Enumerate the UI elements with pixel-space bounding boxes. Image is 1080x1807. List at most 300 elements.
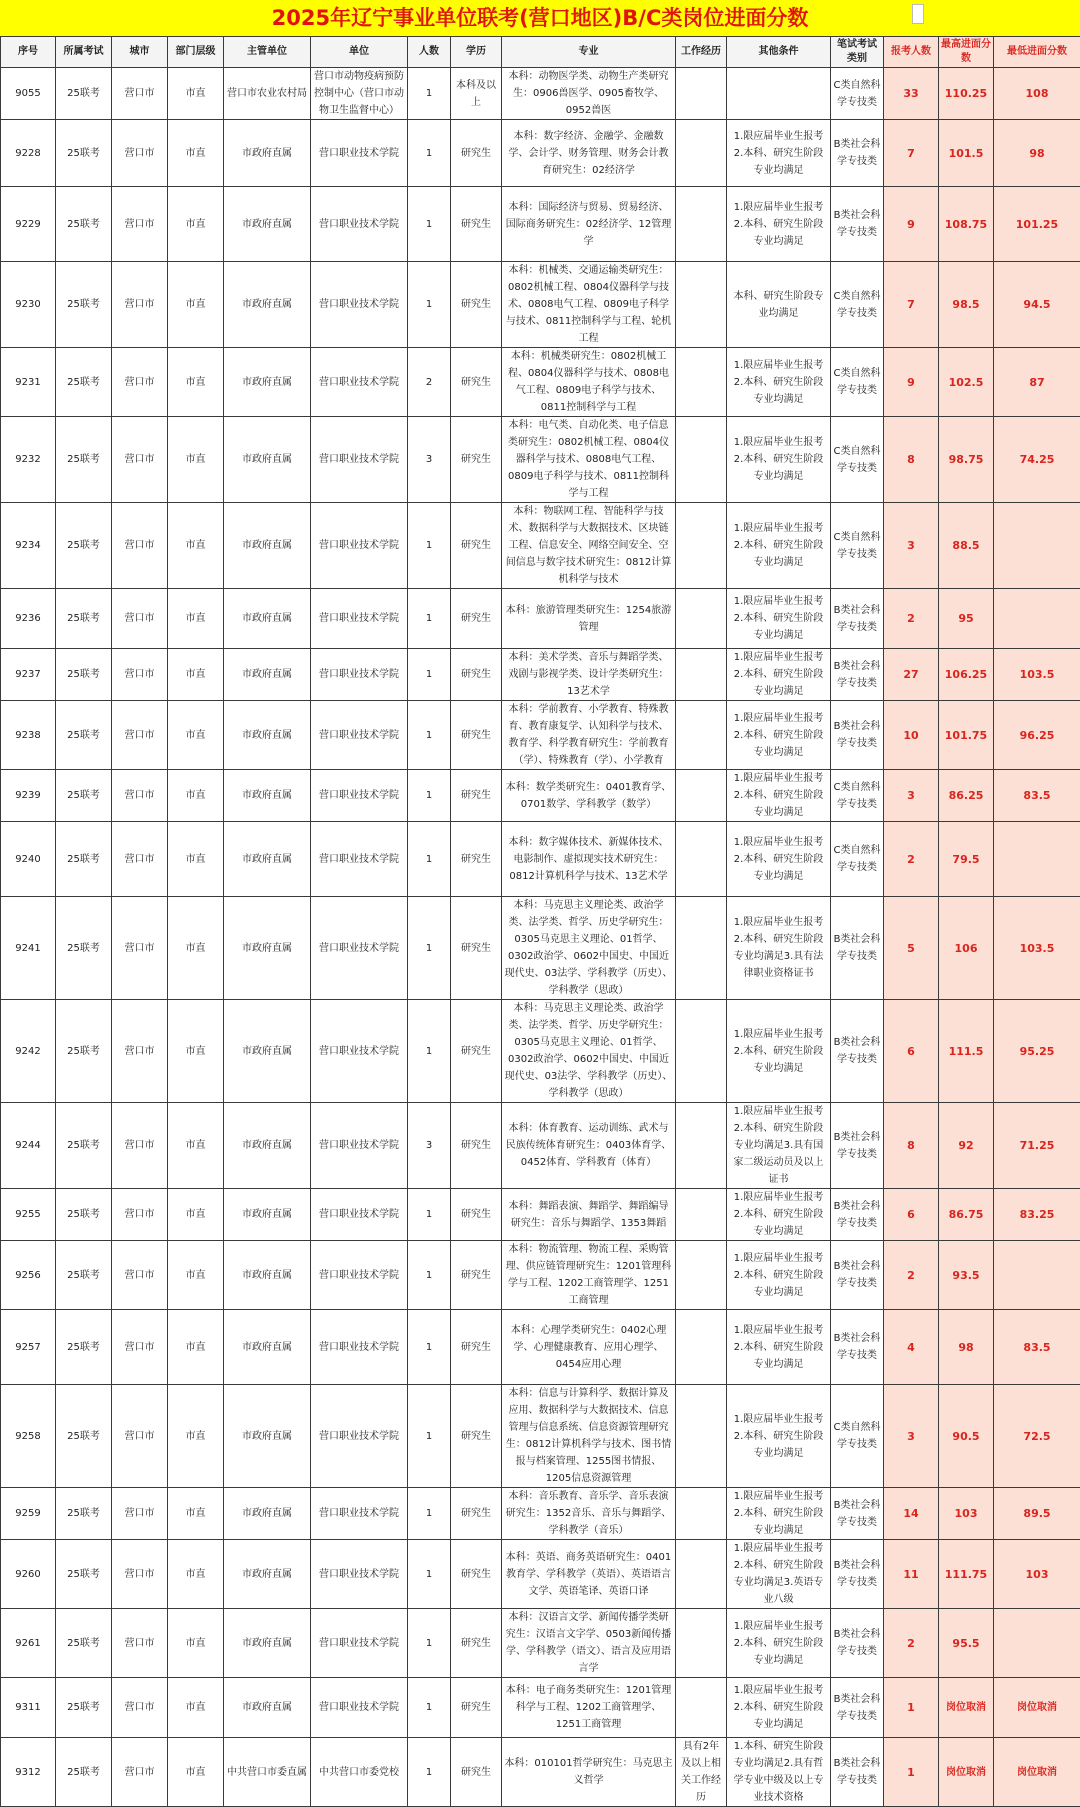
cell-cond: 1.限应届毕业生报考2.本科、研究生阶段专业均满足 xyxy=(727,770,831,822)
cell-category: C类自然科学专技类 xyxy=(831,503,884,589)
cell-unit: 营口市动物疫病预防控制中心（营口市动物卫生监督中心） xyxy=(311,68,408,120)
cell-min: 87 xyxy=(994,348,1080,417)
cell-level: 市直 xyxy=(168,649,224,701)
cell-max: 102.5 xyxy=(939,348,994,417)
header-edu: 学历 xyxy=(451,37,502,68)
cell-cond: 1.限应届毕业生报考2.本科、研究生阶段专业均满足 xyxy=(727,120,831,187)
cell-cond: 1.限应届毕业生报考2.本科、研究生阶段专业均满足 xyxy=(727,822,831,897)
cell-cond: 1.限应届毕业生报考2.本科、研究生阶段专业均满足3.具有国家二级运动员及以上证书 xyxy=(727,1103,831,1189)
cell-count: 1 xyxy=(408,1678,451,1738)
cell-seq: 9256 xyxy=(1,1241,56,1310)
cell-cond: 1.限应届毕业生报考2.本科、研究生阶段专业均满足 xyxy=(727,1000,831,1103)
cell-major: 本科：音乐教育、音乐学、音乐表演研究生：1352音乐、音乐与舞蹈学、学科教学（音乐） xyxy=(502,1488,676,1540)
cell-count: 1 xyxy=(408,1488,451,1540)
cell-unit: 营口职业技术学院 xyxy=(311,1385,408,1488)
cell-edu: 研究生 xyxy=(451,897,502,1000)
cell-applicants: 3 xyxy=(884,770,939,822)
cell-category: C类自然科学专技类 xyxy=(831,348,884,417)
cell-exam: 25联考 xyxy=(56,822,112,897)
cell-unit: 营口职业技术学院 xyxy=(311,897,408,1000)
header-exp: 工作经历 xyxy=(676,37,727,68)
cell-supervisor: 市政府直属 xyxy=(224,348,311,417)
cell-city: 营口市 xyxy=(112,770,168,822)
cell-cond: 1.限应届毕业生报考2.本科、研究生阶段专业均满足 xyxy=(727,1385,831,1488)
cell-exam: 25联考 xyxy=(56,503,112,589)
cell-city: 营口市 xyxy=(112,1738,168,1807)
cell-count: 2 xyxy=(408,348,451,417)
cell-unit: 营口职业技术学院 xyxy=(311,262,408,348)
cell-min: 103 xyxy=(994,1540,1080,1609)
cell-city: 营口市 xyxy=(112,1000,168,1103)
cell-count: 1 xyxy=(408,1540,451,1609)
cell-applicants: 3 xyxy=(884,1385,939,1488)
table-row xyxy=(1,897,1080,1000)
cell-edu: 研究生 xyxy=(451,1103,502,1189)
cell-seq: 9312 xyxy=(1,1738,56,1807)
cell-cond: 1.限应届毕业生报考2.本科、研究生阶段专业均满足 xyxy=(727,1609,831,1678)
cell-exam: 25联考 xyxy=(56,417,112,503)
cell-major: 本科：舞蹈表演、舞蹈学、舞蹈编导研究生：音乐与舞蹈学、1353舞蹈 xyxy=(502,1189,676,1241)
cell-seq: 9255 xyxy=(1,1189,56,1241)
cell-category: B类社会科学专技类 xyxy=(831,1609,884,1678)
cell-count: 1 xyxy=(408,1189,451,1241)
cell-supervisor: 市政府直属 xyxy=(224,1540,311,1609)
cell-min: 94.5 xyxy=(994,262,1080,348)
cell-exp xyxy=(676,1385,727,1488)
table-row xyxy=(1,417,1080,503)
cell-category: B类社会科学专技类 xyxy=(831,897,884,1000)
cell-count: 1 xyxy=(408,701,451,770)
cell-seq: 9261 xyxy=(1,1609,56,1678)
cell-unit: 营口职业技术学院 xyxy=(311,589,408,649)
cell-exp xyxy=(676,1000,727,1103)
cell-edu: 研究生 xyxy=(451,262,502,348)
cell-edu: 研究生 xyxy=(451,503,502,589)
cell-applicants: 4 xyxy=(884,1310,939,1385)
header-applicants: 报考人数 xyxy=(884,37,939,68)
cell-seq: 9234 xyxy=(1,503,56,589)
cell-city: 营口市 xyxy=(112,701,168,770)
cell-seq: 9229 xyxy=(1,187,56,262)
cell-city: 营口市 xyxy=(112,1609,168,1678)
cell-count: 1 xyxy=(408,649,451,701)
table-row xyxy=(1,1609,1080,1678)
table-row xyxy=(1,649,1080,701)
table-row xyxy=(1,1241,1080,1310)
cell-exam: 25联考 xyxy=(56,1540,112,1609)
score-table xyxy=(0,36,1080,1807)
cell-exp xyxy=(676,68,727,120)
cell-applicants: 9 xyxy=(884,348,939,417)
cell-exam: 25联考 xyxy=(56,68,112,120)
cell-cond: 1.限应届毕业生报考2.本科、研究生阶段专业均满足 xyxy=(727,589,831,649)
cell-seq: 9244 xyxy=(1,1103,56,1189)
cell-exam: 25联考 xyxy=(56,1488,112,1540)
cell-max: 106.25 xyxy=(939,649,994,701)
cell-exp xyxy=(676,1310,727,1385)
cell-count: 1 xyxy=(408,1000,451,1103)
cell-exp xyxy=(676,897,727,1000)
cell-exam: 25联考 xyxy=(56,1609,112,1678)
cell-supervisor: 市政府直属 xyxy=(224,417,311,503)
cell-min: 98 xyxy=(994,120,1080,187)
cell-level: 市直 xyxy=(168,68,224,120)
cell-unit: 营口职业技术学院 xyxy=(311,187,408,262)
cell-exp xyxy=(676,1540,727,1609)
cell-level: 市直 xyxy=(168,1738,224,1807)
cell-major: 本科：机械类研究生：0802机械工程、0804仪器科学与技术、0808电气工程、0809电子科学与技术、0811控制科学与工程 xyxy=(502,348,676,417)
table-row xyxy=(1,187,1080,262)
cell-category: B类社会科学专技类 xyxy=(831,589,884,649)
cell-min: 岗位取消 xyxy=(994,1678,1080,1738)
cell-min: 95.25 xyxy=(994,1000,1080,1103)
cell-major: 本科：数字经济、金融学、金融数学、会计学、财务管理、财务会计教育研究生：02经济学 xyxy=(502,120,676,187)
cell-category: C类自然科学专技类 xyxy=(831,262,884,348)
cell-exam: 25联考 xyxy=(56,589,112,649)
cell-cond: 1.限应届毕业生报考2.本科、研究生阶段专业均满足 xyxy=(727,1310,831,1385)
cell-supervisor: 市政府直属 xyxy=(224,1189,311,1241)
cell-unit: 营口职业技术学院 xyxy=(311,822,408,897)
cell-applicants: 8 xyxy=(884,417,939,503)
cell-level: 市直 xyxy=(168,262,224,348)
table-row xyxy=(1,1310,1080,1385)
cell-unit: 营口职业技术学院 xyxy=(311,503,408,589)
cell-city: 营口市 xyxy=(112,1385,168,1488)
cell-max: 岗位取消 xyxy=(939,1738,994,1807)
cell-max: 岗位取消 xyxy=(939,1678,994,1738)
cell-major: 本科：马克思主义理论类、政治学类、法学类、哲学、历史学研究生：0305马克思主义理论、01哲学、0302政治学、0602中国史、中国近现代史、03法学、学科教学（历史）、学科教学（思政） xyxy=(502,1000,676,1103)
cell-supervisor: 市政府直属 xyxy=(224,1609,311,1678)
cell-level: 市直 xyxy=(168,822,224,897)
cell-unit: 营口职业技术学院 xyxy=(311,1310,408,1385)
cell-category: B类社会科学专技类 xyxy=(831,1540,884,1609)
cell-level: 市直 xyxy=(168,701,224,770)
cell-exam: 25联考 xyxy=(56,649,112,701)
cell-edu: 研究生 xyxy=(451,1678,502,1738)
cell-major: 本科：马克思主义理论类、政治学类、法学类、哲学、历史学研究生：0305马克思主义理论、01哲学、0302政治学、0602中国史、中国近现代史、03法学、学科教学（历史）、学科教学（思政） xyxy=(502,897,676,1000)
cell-exp xyxy=(676,1609,727,1678)
cell-min: 83.5 xyxy=(994,770,1080,822)
cell-major: 本科：信息与计算科学、数据计算及应用、数据科学与大数据技术、信息管理与信息系统、信息资源管理研究生：0812计算机科学与技术、图书情报与档案管理、1255图书情报、1205信息资源管理 xyxy=(502,1385,676,1488)
cell-max: 103 xyxy=(939,1488,994,1540)
cell-city: 营口市 xyxy=(112,649,168,701)
cell-unit: 营口职业技术学院 xyxy=(311,1241,408,1310)
cell-cond: 1.限应届毕业生报考2.本科、研究生阶段专业均满足 xyxy=(727,1241,831,1310)
cell-min: 72.5 xyxy=(994,1385,1080,1488)
cell-max: 93.5 xyxy=(939,1241,994,1310)
cell-seq: 9228 xyxy=(1,120,56,187)
cell-unit: 营口职业技术学院 xyxy=(311,1609,408,1678)
cell-max: 98 xyxy=(939,1310,994,1385)
cell-seq: 9242 xyxy=(1,1000,56,1103)
table-row xyxy=(1,770,1080,822)
header-count: 人数 xyxy=(408,37,451,68)
cell-count: 1 xyxy=(408,589,451,649)
cell-edu: 研究生 xyxy=(451,1000,502,1103)
cell-max: 108.75 xyxy=(939,187,994,262)
cell-cond: 1.限应届毕业生报考2.本科、研究生阶段专业均满足 xyxy=(727,701,831,770)
cell-level: 市直 xyxy=(168,897,224,1000)
page-title: 2025年辽宁事业单位联考(营口地区)B/C类岗位进面分数 xyxy=(0,0,1080,37)
table-row xyxy=(1,1678,1080,1738)
cell-max: 88.5 xyxy=(939,503,994,589)
cell-level: 市直 xyxy=(168,1488,224,1540)
cell-major: 本科：心理学类研究生：0402心理学、心理健康教育、应用心理学、0454应用心理 xyxy=(502,1310,676,1385)
cell-count: 1 xyxy=(408,187,451,262)
cell-max: 111.5 xyxy=(939,1000,994,1103)
cell-category: B类社会科学专技类 xyxy=(831,1310,884,1385)
cell-min: 89.5 xyxy=(994,1488,1080,1540)
cell-count: 1 xyxy=(408,1609,451,1678)
cell-supervisor: 市政府直属 xyxy=(224,1241,311,1310)
cell-count: 1 xyxy=(408,770,451,822)
cell-max: 98.5 xyxy=(939,262,994,348)
cell-edu: 研究生 xyxy=(451,1609,502,1678)
table-row xyxy=(1,1738,1080,1807)
cell-applicants: 3 xyxy=(884,503,939,589)
cell-unit: 营口职业技术学院 xyxy=(311,120,408,187)
header-level: 部门层级 xyxy=(168,37,224,68)
cell-major: 本科：学前教育、小学教育、特殊教育、教育康复学、认知科学与技术、教育学、科学教育研究生：学前教育（学）、特殊教育（学）、小学教育 xyxy=(502,701,676,770)
cell-level: 市直 xyxy=(168,187,224,262)
cell-edu: 研究生 xyxy=(451,1189,502,1241)
cell-count: 1 xyxy=(408,1385,451,1488)
cell-edu: 研究生 xyxy=(451,1540,502,1609)
cell-major: 本科：机械类、交通运输类研究生：0802机械工程、0804仪器科学与技术、0808电气工程、0809电子科学与技术、0811控制科学与工程、轮机工程 xyxy=(502,262,676,348)
cell-level: 市直 xyxy=(168,120,224,187)
cell-count: 1 xyxy=(408,897,451,1000)
cell-exam: 25联考 xyxy=(56,120,112,187)
cell-city: 营口市 xyxy=(112,68,168,120)
cell-applicants: 10 xyxy=(884,701,939,770)
cell-max: 98.75 xyxy=(939,417,994,503)
cell-seq: 9311 xyxy=(1,1678,56,1738)
cell-unit: 营口职业技术学院 xyxy=(311,1678,408,1738)
cell-unit: 中共营口市委党校 xyxy=(311,1738,408,1807)
cell-exp xyxy=(676,187,727,262)
header-exam: 所属考试 xyxy=(56,37,112,68)
cell-major: 本科：物联网工程、智能科学与技术、数据科学与大数据技术、区块链工程、信息安全、网络空间安全、空间信息与数字技术研究生：0812计算机科学与技术 xyxy=(502,503,676,589)
cell-min xyxy=(994,589,1080,649)
cell-unit: 营口职业技术学院 xyxy=(311,1189,408,1241)
cell-count: 1 xyxy=(408,120,451,187)
cell-min: 103.5 xyxy=(994,649,1080,701)
cell-exp xyxy=(676,1103,727,1189)
cell-unit: 营口职业技术学院 xyxy=(311,770,408,822)
cell-applicants: 27 xyxy=(884,649,939,701)
cell-min: 83.5 xyxy=(994,1310,1080,1385)
cell-cond: 本科、研究生阶段专业均满足 xyxy=(727,262,831,348)
cell-exp xyxy=(676,348,727,417)
cell-supervisor: 市政府直属 xyxy=(224,262,311,348)
cell-level: 市直 xyxy=(168,589,224,649)
table-row xyxy=(1,348,1080,417)
cell-major: 本科：数学类研究生：0401教育学、0701数学、学科教学（数学） xyxy=(502,770,676,822)
cell-city: 营口市 xyxy=(112,1488,168,1540)
cell-unit: 营口职业技术学院 xyxy=(311,649,408,701)
cell-cond: 1.限应届毕业生报考2.本科、研究生阶段专业均满足 xyxy=(727,348,831,417)
cell-city: 营口市 xyxy=(112,1189,168,1241)
cell-cond: 1.本科、研究生阶段专业均满足2.具有哲学专业中级及以上专业技术资格 xyxy=(727,1738,831,1807)
cell-supervisor: 市政府直属 xyxy=(224,1000,311,1103)
cell-category: B类社会科学专技类 xyxy=(831,1103,884,1189)
cell-seq: 9239 xyxy=(1,770,56,822)
cell-exam: 25联考 xyxy=(56,262,112,348)
table-header xyxy=(1,37,1080,68)
cell-applicants: 7 xyxy=(884,262,939,348)
cell-seq: 9237 xyxy=(1,649,56,701)
cell-supervisor: 中共营口市委直属 xyxy=(224,1738,311,1807)
table-row xyxy=(1,120,1080,187)
cell-level: 市直 xyxy=(168,1000,224,1103)
cell-edu: 研究生 xyxy=(451,1488,502,1540)
cell-category: B类社会科学专技类 xyxy=(831,1738,884,1807)
cell-cond: 1.限应届毕业生报考2.本科、研究生阶段专业均满足3.英语专业八级 xyxy=(727,1540,831,1609)
cell-category: B类社会科学专技类 xyxy=(831,1678,884,1738)
cell-applicants: 33 xyxy=(884,68,939,120)
cell-seq: 9241 xyxy=(1,897,56,1000)
cell-edu: 研究生 xyxy=(451,649,502,701)
cell-category: C类自然科学专技类 xyxy=(831,68,884,120)
cell-category: B类社会科学专技类 xyxy=(831,1488,884,1540)
cell-major: 本科：英语、商务英语研究生：0401教育学、学科教学（英语）、英语语言文学、英语笔译、英语口译 xyxy=(502,1540,676,1609)
cell-max: 90.5 xyxy=(939,1385,994,1488)
cell-exam: 25联考 xyxy=(56,1241,112,1310)
cell-category: C类自然科学专技类 xyxy=(831,822,884,897)
table-row xyxy=(1,1000,1080,1103)
cell-supervisor: 市政府直属 xyxy=(224,1310,311,1385)
cell-level: 市直 xyxy=(168,1103,224,1189)
cell-exp xyxy=(676,1488,727,1540)
cell-exam: 25联考 xyxy=(56,701,112,770)
cell-city: 营口市 xyxy=(112,589,168,649)
table-row xyxy=(1,1103,1080,1189)
cell-city: 营口市 xyxy=(112,262,168,348)
cell-edu: 研究生 xyxy=(451,701,502,770)
cell-level: 市直 xyxy=(168,1385,224,1488)
cell-min: 71.25 xyxy=(994,1103,1080,1189)
table-row xyxy=(1,1488,1080,1540)
cell-unit: 营口职业技术学院 xyxy=(311,1000,408,1103)
cell-applicants: 6 xyxy=(884,1189,939,1241)
cell-supervisor: 市政府直属 xyxy=(224,1103,311,1189)
cell-major: 本科：物流管理、物流工程、采购管理、供应链管理研究生：1201管理科学与工程、1202工商管理学、1251工商管理 xyxy=(502,1241,676,1310)
cell-category: B类社会科学专技类 xyxy=(831,1189,884,1241)
cell-edu: 研究生 xyxy=(451,120,502,187)
cell-count: 1 xyxy=(408,503,451,589)
cell-min: 83.25 xyxy=(994,1189,1080,1241)
cell-max: 92 xyxy=(939,1103,994,1189)
header-supervisor: 主管单位 xyxy=(224,37,311,68)
cell-exam: 25联考 xyxy=(56,1385,112,1488)
cell-cond: 1.限应届毕业生报考2.本科、研究生阶段专业均满足 xyxy=(727,187,831,262)
cell-exp xyxy=(676,1678,727,1738)
cell-category: B类社会科学专技类 xyxy=(831,1241,884,1310)
cell-exam: 25联考 xyxy=(56,348,112,417)
cell-min: 103.5 xyxy=(994,897,1080,1000)
cell-exp xyxy=(676,649,727,701)
cell-supervisor: 市政府直属 xyxy=(224,770,311,822)
cell-supervisor: 市政府直属 xyxy=(224,897,311,1000)
cell-cond: 1.限应届毕业生报考2.本科、研究生阶段专业均满足 xyxy=(727,1488,831,1540)
cell-count: 1 xyxy=(408,68,451,120)
table-row xyxy=(1,1189,1080,1241)
cell-major: 本科：数字媒体技术、新媒体技术、电影制作、虚拟现实技术研究生：0812计算机科学与技术、13艺术学 xyxy=(502,822,676,897)
header-category: 笔试考试类别 xyxy=(831,37,884,68)
cell-applicants: 14 xyxy=(884,1488,939,1540)
cell-edu: 研究生 xyxy=(451,187,502,262)
cell-min xyxy=(994,503,1080,589)
cell-city: 营口市 xyxy=(112,1540,168,1609)
cell-max: 79.5 xyxy=(939,822,994,897)
cell-edu: 研究生 xyxy=(451,1385,502,1488)
cell-exp xyxy=(676,1241,727,1310)
cell-applicants: 1 xyxy=(884,1738,939,1807)
cell-max: 106 xyxy=(939,897,994,1000)
cell-city: 营口市 xyxy=(112,348,168,417)
cell-level: 市直 xyxy=(168,1609,224,1678)
header-major: 专业 xyxy=(502,37,676,68)
cell-unit: 营口职业技术学院 xyxy=(311,1488,408,1540)
header-city: 城市 xyxy=(112,37,168,68)
cell-major: 本科：电气类、自动化类、电子信息类研究生：0802机械工程、0804仪器科学与技术、0808电气工程、0809电子科学与技术、0811控制科学与工程 xyxy=(502,417,676,503)
cell-count: 1 xyxy=(408,1738,451,1807)
cell-exam: 25联考 xyxy=(56,1310,112,1385)
cell-seq: 9258 xyxy=(1,1385,56,1488)
cell-supervisor: 市政府直属 xyxy=(224,701,311,770)
cell-exam: 25联考 xyxy=(56,1000,112,1103)
header-seq: 序号 xyxy=(1,37,56,68)
cell-supervisor: 营口市农业农村局 xyxy=(224,68,311,120)
cell-max: 86.25 xyxy=(939,770,994,822)
cell-exam: 25联考 xyxy=(56,1738,112,1807)
cell-cond xyxy=(727,68,831,120)
cell-applicants: 2 xyxy=(884,1609,939,1678)
cell-applicants: 6 xyxy=(884,1000,939,1103)
cell-edu: 研究生 xyxy=(451,822,502,897)
cell-unit: 营口职业技术学院 xyxy=(311,1103,408,1189)
cell-supervisor: 市政府直属 xyxy=(224,649,311,701)
cell-max: 101.75 xyxy=(939,701,994,770)
cell-seq: 9260 xyxy=(1,1540,56,1609)
cell-edu: 本科及以上 xyxy=(451,68,502,120)
cell-max: 111.75 xyxy=(939,1540,994,1609)
cell-major: 本科：汉语言文学、新闻传播学类研究生：汉语言文字学、0503新闻传播学、学科教学（语文）、语言及应用语言学 xyxy=(502,1609,676,1678)
cell-seq: 9240 xyxy=(1,822,56,897)
cell-edu: 研究生 xyxy=(451,1738,502,1807)
cell-min: 101.25 xyxy=(994,187,1080,262)
cell-edu: 研究生 xyxy=(451,348,502,417)
cell-applicants: 2 xyxy=(884,1241,939,1310)
cell-exp xyxy=(676,262,727,348)
cell-cond: 1.限应届毕业生报考2.本科、研究生阶段专业均满足 xyxy=(727,503,831,589)
cell-exp xyxy=(676,1189,727,1241)
cell-exam: 25联考 xyxy=(56,1103,112,1189)
cell-major: 本科：美术学类、音乐与舞蹈学类、戏剧与影视学类、设计学类研究生：13艺术学 xyxy=(502,649,676,701)
cell-edu: 研究生 xyxy=(451,417,502,503)
cell-exam: 25联考 xyxy=(56,1678,112,1738)
cell-applicants: 9 xyxy=(884,187,939,262)
table-row xyxy=(1,503,1080,589)
cell-level: 市直 xyxy=(168,348,224,417)
cell-min: 96.25 xyxy=(994,701,1080,770)
cell-applicants: 8 xyxy=(884,1103,939,1189)
cell-supervisor: 市政府直属 xyxy=(224,589,311,649)
cell-count: 3 xyxy=(408,1103,451,1189)
cell-major: 本科：旅游管理类研究生：1254旅游管理 xyxy=(502,589,676,649)
cell-category: B类社会科学专技类 xyxy=(831,701,884,770)
cell-count: 3 xyxy=(408,417,451,503)
